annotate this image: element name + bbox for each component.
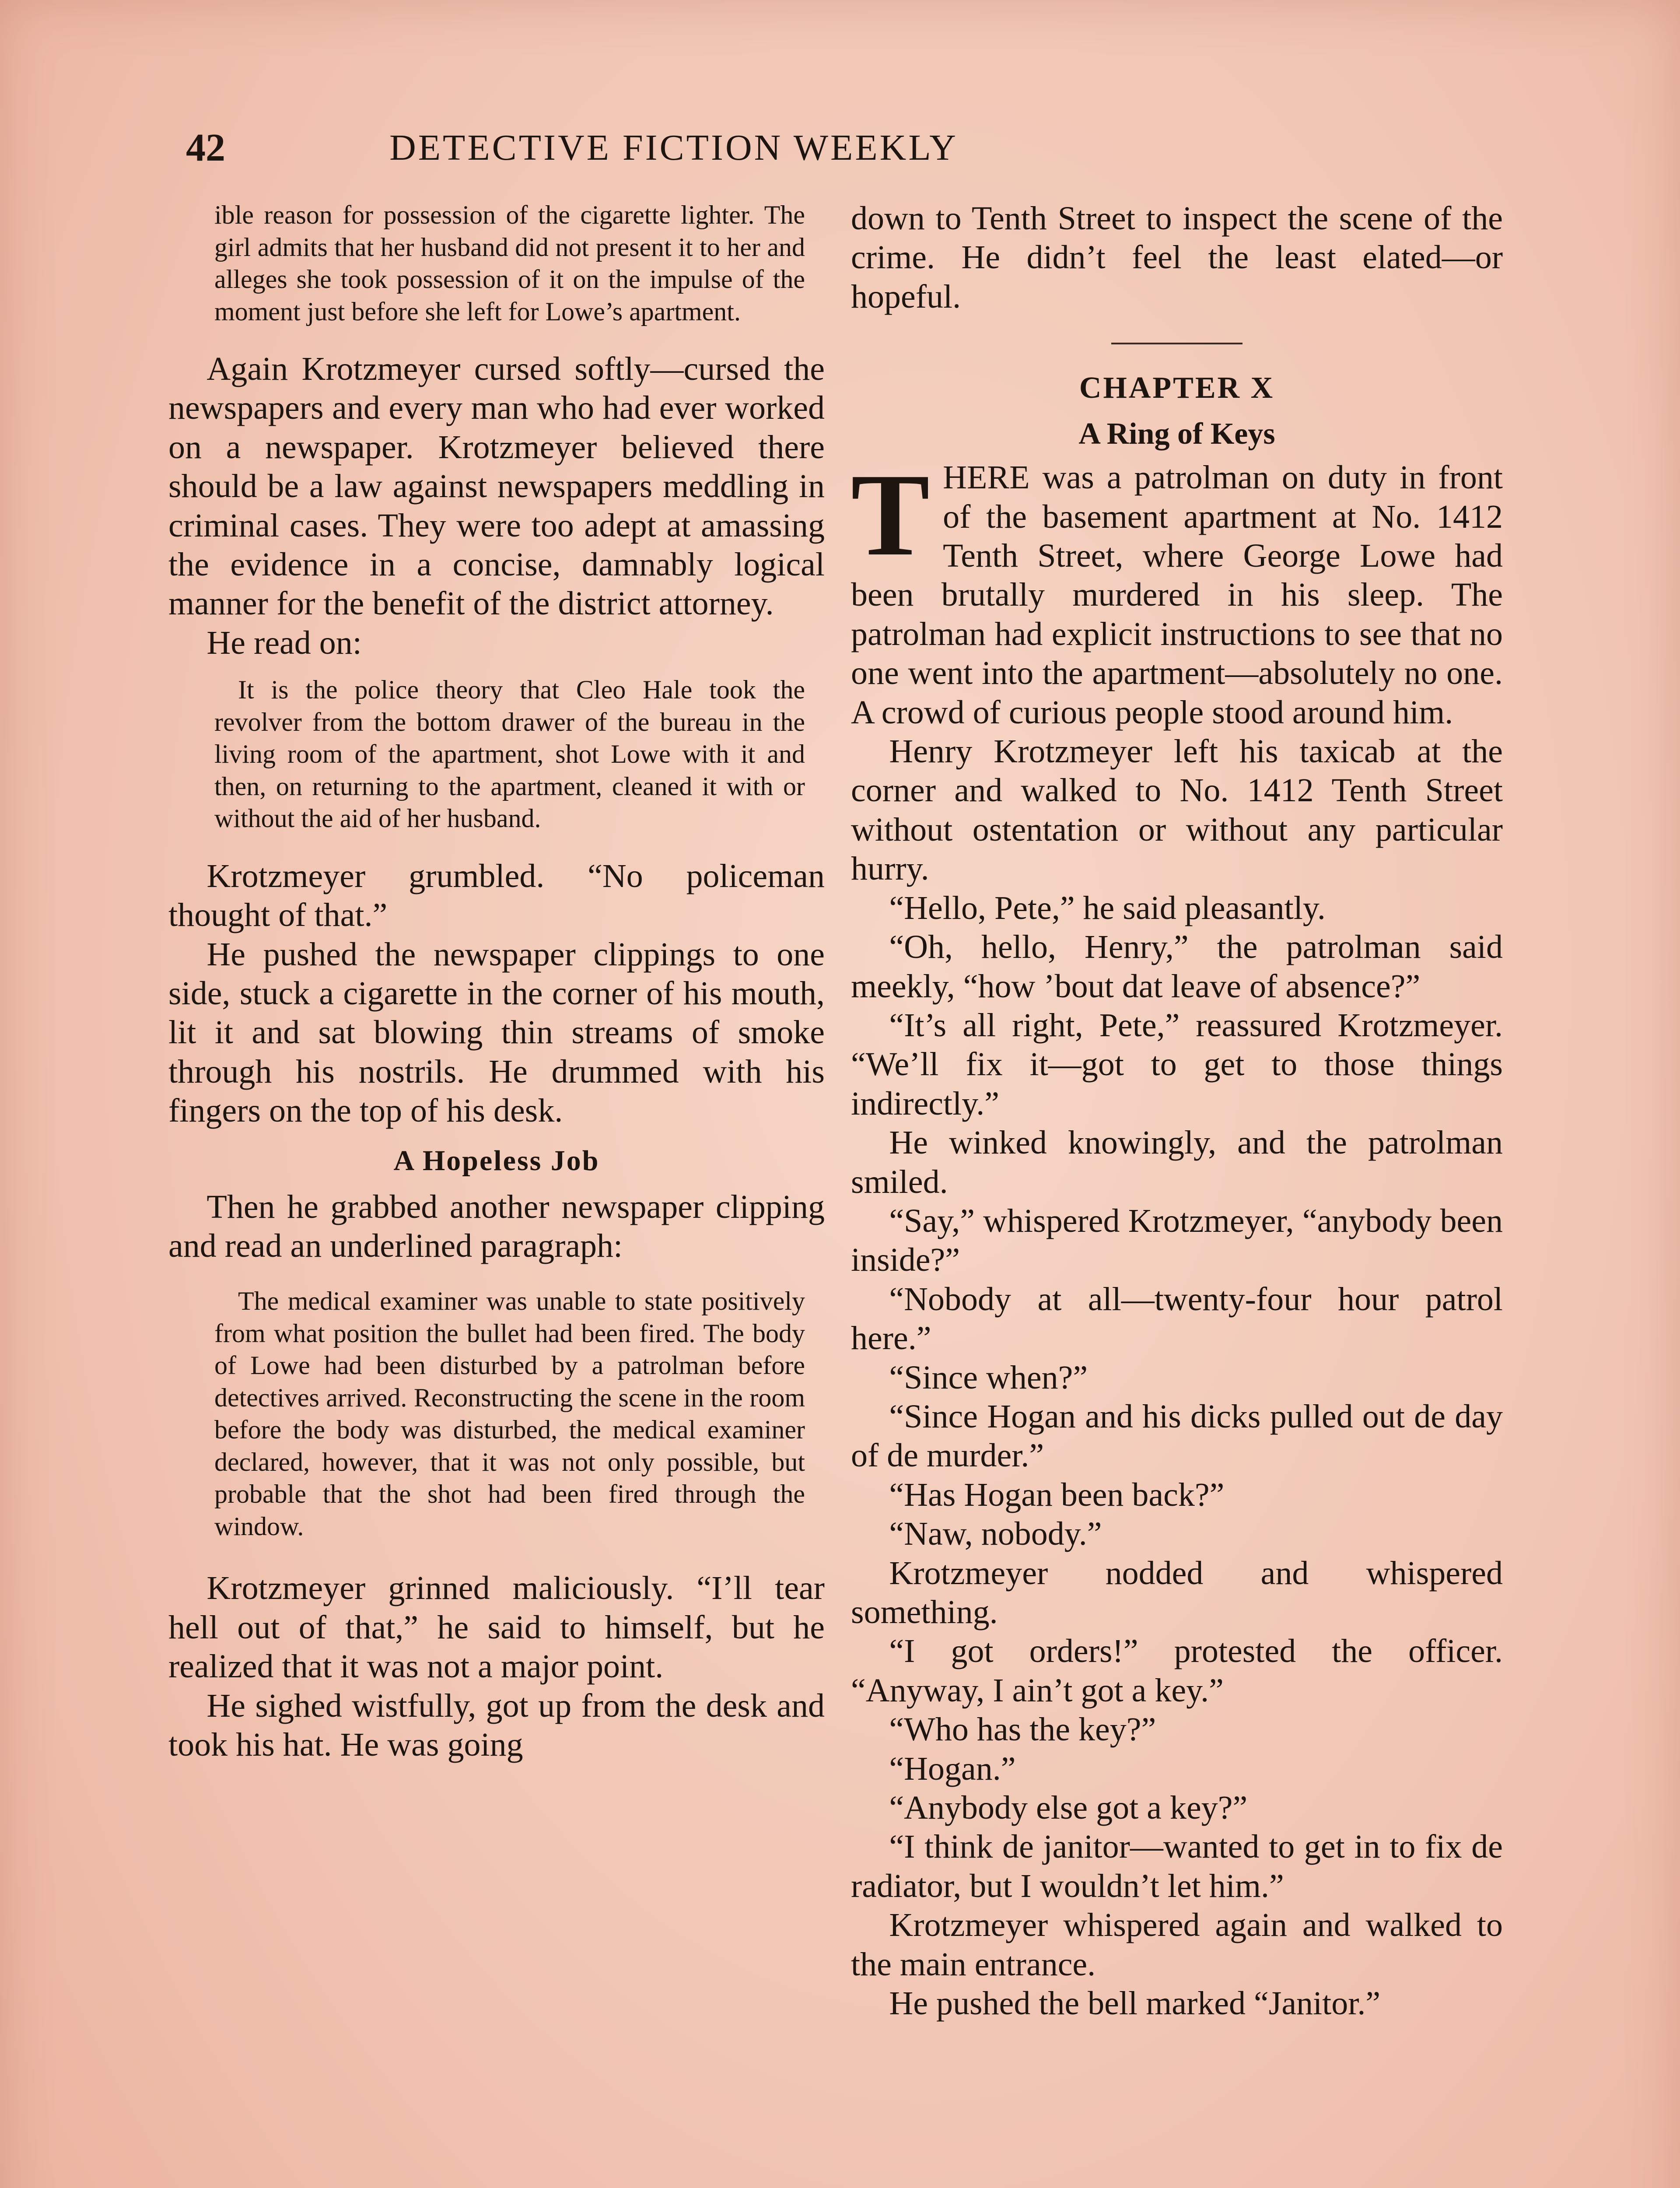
quoted-clipping: ible reason for possession of the cigarette lighter. The girl admits that her husband did not present it to her and alleges she took possession of it on the impulse of the moment just before she left for Lowe’s apartment. <box>214 200 805 326</box>
paragraph-with-drop-cap <box>851 449 1503 732</box>
paragraph: He winked knowingly, and the patrolman smiled. <box>851 1124 1503 1200</box>
paragraph: “Hello, Pete,” he said pleasantly. <box>889 889 1326 926</box>
paragraph: “Say,” whispered Krotzmeyer, “anybody been inside?” <box>851 1202 1503 1279</box>
paragraph: “Oh, hello, Henry,” the patrolman said meekly, “how ’bout dat leave of absence?” <box>851 929 1503 1005</box>
paragraph: He pushed the bell marked “Janitor.” <box>889 1985 1381 2022</box>
paragraph: “Since Hogan and his dicks pulled out de day of de murder.” <box>851 1398 1503 1474</box>
paragraph: Again Krotzmeyer cursed softly—cursed the newspapers and every man who had ever worked on a newspaper. Krotzmeyer believed there should be a law against newspapers meddling in criminal cases. They were too adept at amassing the evidence in a concise, damnably logical manner for the benefit of the district attorney. <box>168 351 825 622</box>
paragraph: He read on: <box>206 624 362 661</box>
paragraph: Krotzmeyer grinned maliciously. “I’ll tear hell out of that,” he said to himself, but he realized that it was not a major point. <box>168 1570 825 1685</box>
paragraph: “Has Hogan been back?” <box>889 1476 1225 1513</box>
paragraph: Henry Krotzmeyer left his taxicab at the corner and walked to No. 1412 Tenth Street without ostentation or without any particular hurry. <box>851 733 1503 887</box>
paragraph: “I got orders!” protested the officer. “Anyway, I ain’t got a key.” <box>851 1633 1503 1709</box>
paragraph: “Since when?” <box>889 1359 1088 1396</box>
running-title: DETECTIVE FICTION WEEKLY <box>389 127 958 168</box>
paragraph: Krotzmeyer grumbled. “No policeman thought of that.” <box>168 857 825 934</box>
quoted-clipping: The medical examiner was unable to state positively from what position the bullet had been fired. The body of Lowe had been disturbed by a patrolman before detectives arrived. Reconstructing the scene in the room before the body was disturbed, the medical examiner declared, however, that it was not only possible, but probable that the shot had been fired through the window. <box>214 1287 805 1541</box>
chapter-divider <box>1111 343 1242 344</box>
paragraph: “I think de janitor—wanted to get in to fix de radiator, but I wouldn’t let him.” <box>851 1828 1503 1904</box>
paragraph-text: HERE was a patrolman on duty in front of the basement apartment at No. 1412 Tenth Street, where George Lowe had been brutally murdered in his sleep. The patrolman had explicit instructions to see that no one went into the apartment—absolutely no one. A crowd of curious people stood around him. <box>851 459 1503 731</box>
page-number: 42 <box>186 126 225 169</box>
paragraph: “Nobody at all—twenty-four hour patrol here.” <box>851 1280 1503 1357</box>
quoted-clipping: It is the police theory that Cleo Hale took the revolver from the bottom drawer of the bureau in the living room of the apartment, shot Lowe with it and then, on returning to the apartment, cleaned it with or without the aid of her husband. <box>214 675 805 833</box>
paragraph: “It’s all right, Pete,” reassured Krotzmeyer. “We’ll fix it—got to get to those things indirectly.” <box>851 1006 1503 1122</box>
left-column <box>168 199 825 1764</box>
paragraph: down to Tenth Street to inspect the scene of the crime. He didn’t feel the least elated—or hopeful. <box>851 200 1503 315</box>
paragraph: “Hogan.” <box>889 1750 1016 1787</box>
paragraph: “Who has the key?” <box>889 1711 1156 1748</box>
paragraph: Then he grabbed another newspaper clipping and read an underlined paragraph: <box>168 1188 825 1264</box>
right-column <box>851 199 1503 2023</box>
chapter-subtitle: A Ring of Keys <box>1078 417 1275 451</box>
paragraph: Krotzmeyer whispered again and walked to the main entrance. <box>851 1907 1503 1983</box>
paragraph: “Anybody else got a key?” <box>889 1789 1248 1827</box>
section-subhead: A Hopeless Job <box>393 1144 600 1177</box>
paragraph: He pushed the newspaper clippings to one side, stuck a cigarette in the corner of his mouth, lit it and sat blowing thin streams of smoke through his nostrils. He drummed with his fingers on the top of his desk. <box>168 936 825 1129</box>
page-header <box>186 122 1162 174</box>
paragraph: Krotzmeyer nodded and whispered something. <box>851 1554 1503 1630</box>
drop-cap: T <box>851 449 930 581</box>
paragraph: He sighed wistfully, got up from the desk and took his hat. He was going <box>168 1687 825 1764</box>
chapter-title: CHAPTER X <box>1079 371 1275 405</box>
paragraph: “Naw, nobody.” <box>889 1515 1102 1553</box>
